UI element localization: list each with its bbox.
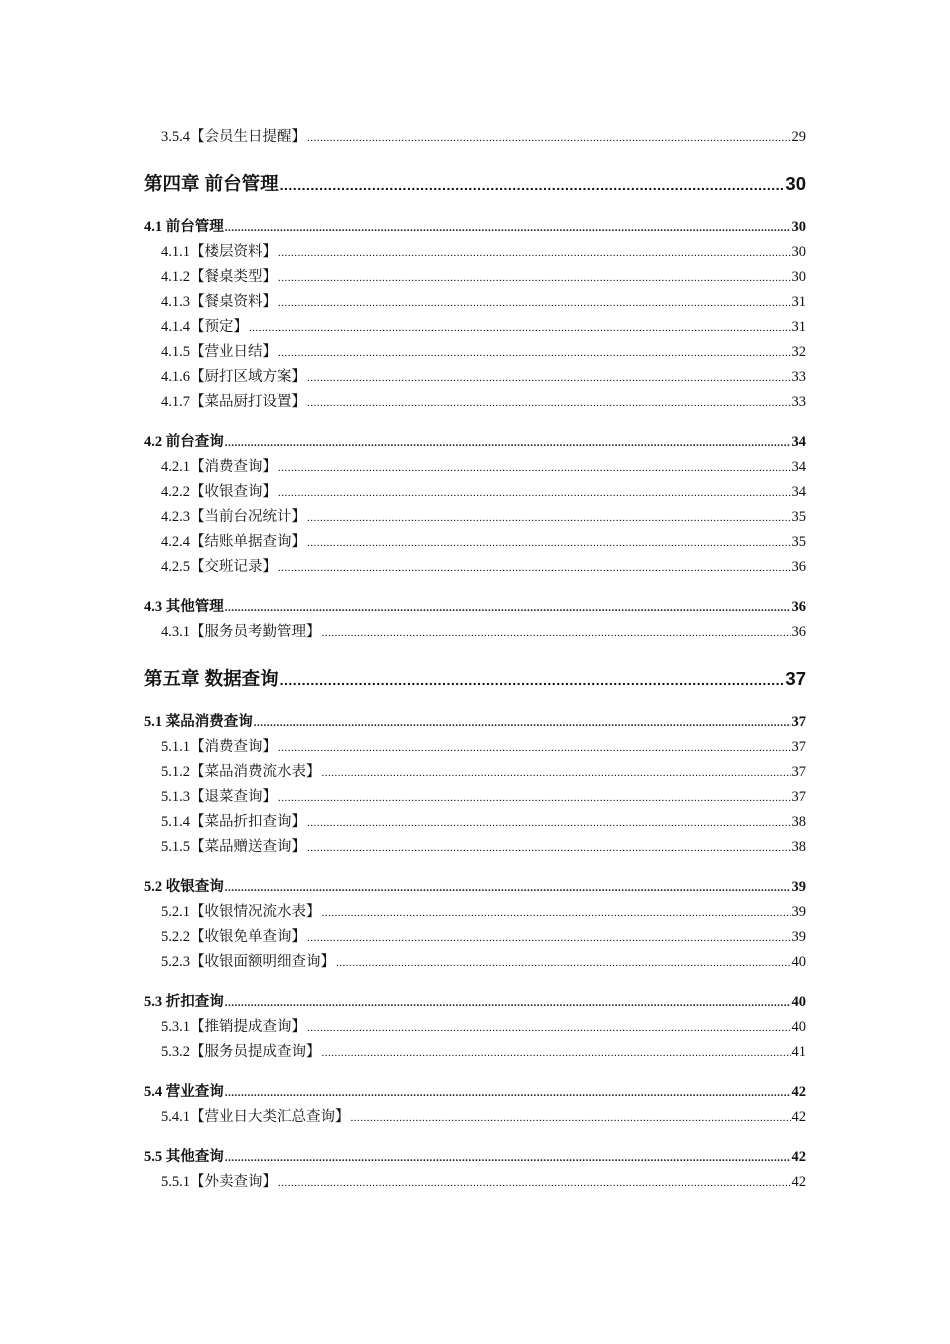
toc-entry-label: 4.1 前台管理 xyxy=(144,219,224,235)
dot-leader xyxy=(307,366,791,391)
toc-section-4-3[interactable] xyxy=(144,595,806,620)
toc-entry-label: 5.4.1【营业日大类汇总查询】 xyxy=(161,1109,350,1125)
toc-entry-4-1-1[interactable] xyxy=(144,240,806,265)
toc-entry-4-1-5[interactable] xyxy=(144,340,806,365)
toc-entry-4-1-7[interactable] xyxy=(144,390,806,415)
toc-entry-5-1-1[interactable] xyxy=(144,735,806,760)
dot-leader xyxy=(307,391,791,416)
toc-page-number: 34 xyxy=(791,484,806,500)
dot-leader xyxy=(278,556,791,581)
toc-section-5-5[interactable] xyxy=(144,1145,806,1170)
toc-entry-label: 5.1.1【消费查询】 xyxy=(161,739,277,755)
toc-entry-label: 5.2.1【收银情况流水表】 xyxy=(161,904,321,920)
dot-leader xyxy=(307,531,791,556)
toc-page-number: 30 xyxy=(791,244,806,260)
toc-page-number: 32 xyxy=(791,344,806,360)
toc-page-number: 34 xyxy=(791,434,806,450)
toc-page-number: 30 xyxy=(785,173,806,194)
toc-entry-label: 5.3.2【服务员提成查询】 xyxy=(161,1044,321,1060)
toc-entry-label: 4.2.4【结账单据查询】 xyxy=(161,534,306,550)
toc-entry-4-2-5[interactable] xyxy=(144,555,806,580)
toc-page-number: 33 xyxy=(791,369,806,385)
dot-leader xyxy=(225,431,791,456)
toc-entry-label: 第四章 前台管理 xyxy=(144,173,279,194)
toc-page-number: 31 xyxy=(791,294,806,310)
dot-leader xyxy=(322,761,791,786)
toc-entry-5-3-1[interactable] xyxy=(144,1015,806,1040)
toc-page-number: 42 xyxy=(791,1149,806,1165)
toc-page-number: 37 xyxy=(791,714,806,730)
dot-leader xyxy=(225,216,791,241)
toc-page-number: 34 xyxy=(791,459,806,475)
dot-leader xyxy=(336,951,791,976)
toc-entry-label: 5.1.5【菜品赠送查询】 xyxy=(161,839,306,855)
toc-entry-4-1-2[interactable] xyxy=(144,265,806,290)
toc-entry-label: 5.1.3【退菜查询】 xyxy=(161,789,277,805)
toc-entry-label: 4.2.3【当前台况统计】 xyxy=(161,509,306,525)
toc-entry-4-1-3[interactable] xyxy=(144,290,806,315)
toc-entry-4-1-4[interactable] xyxy=(144,315,806,340)
dot-leader xyxy=(307,811,791,836)
toc-entry-5-5-1[interactable] xyxy=(144,1170,806,1195)
toc-page-number: 35 xyxy=(791,509,806,525)
toc-entry-label: 5.2 收银查询 xyxy=(144,879,224,895)
toc-page-number: 37 xyxy=(785,668,806,689)
toc-entry-label: 4.1.5【营业日结】 xyxy=(161,344,277,360)
toc-section-5-2[interactable] xyxy=(144,875,806,900)
toc-page-number: 35 xyxy=(791,534,806,550)
dot-leader xyxy=(351,1106,791,1131)
table-of-contents xyxy=(144,125,806,1195)
toc-entry-4-2-3[interactable] xyxy=(144,505,806,530)
dot-leader xyxy=(278,456,791,481)
toc-section-4-2[interactable] xyxy=(144,430,806,455)
toc-section-5-4[interactable] xyxy=(144,1080,806,1105)
toc-entry-label: 第五章 数据查询 xyxy=(144,668,279,689)
toc-entry-5-1-2[interactable] xyxy=(144,760,806,785)
toc-entry-label: 5.1.4【菜品折扣查询】 xyxy=(161,814,306,830)
toc-entry-5-1-4[interactable] xyxy=(144,810,806,835)
toc-section-4-1[interactable] xyxy=(144,215,806,240)
dot-leader xyxy=(307,836,791,861)
toc-chapter-5[interactable] xyxy=(144,664,806,694)
toc-chapter-4[interactable] xyxy=(144,169,806,199)
dot-leader xyxy=(225,876,791,901)
toc-page-number: 42 xyxy=(791,1174,806,1190)
toc-page-number: 37 xyxy=(791,739,806,755)
toc-entry-4-2-4[interactable] xyxy=(144,530,806,555)
toc-entry-label: 5.3 折扣查询 xyxy=(144,994,224,1010)
dot-leader xyxy=(278,481,791,506)
toc-entry-label: 4.1.2【餐桌类型】 xyxy=(161,269,277,285)
toc-entry-label: 4.3.1【服务员考勤管理】 xyxy=(161,624,321,640)
toc-entry-5-3-2[interactable] xyxy=(144,1040,806,1065)
toc-section-5-3[interactable] xyxy=(144,990,806,1015)
toc-entry-label: 5.1.2【菜品消费流水表】 xyxy=(161,764,321,780)
toc-page-number: 36 xyxy=(791,559,806,575)
toc-page-number: 39 xyxy=(791,929,806,945)
toc-entry-4-3-1[interactable] xyxy=(144,620,806,645)
toc-entry-label: 5.5.1【外卖查询】 xyxy=(161,1174,277,1190)
toc-entry-5-1-5[interactable] xyxy=(144,835,806,860)
toc-entry-4-2-2[interactable] xyxy=(144,480,806,505)
toc-page-number: 37 xyxy=(791,789,806,805)
dot-leader xyxy=(280,170,785,200)
dot-leader xyxy=(278,291,791,316)
toc-page-number: 39 xyxy=(791,904,806,920)
toc-entry-5-1-3[interactable] xyxy=(144,785,806,810)
toc-page-number: 39 xyxy=(791,879,806,895)
toc-entry-3-5-4[interactable] xyxy=(144,125,806,150)
toc-page-number: 33 xyxy=(791,394,806,410)
toc-entry-label: 4.1.6【厨打区域方案】 xyxy=(161,369,306,385)
toc-entry-label: 4.2.5【交班记录】 xyxy=(161,559,277,575)
dot-leader xyxy=(278,341,791,366)
toc-entry-label: 5.2.2【收银免单查询】 xyxy=(161,929,306,945)
toc-page-number: 31 xyxy=(791,319,806,335)
toc-page-number: 30 xyxy=(791,219,806,235)
dot-leader xyxy=(280,665,785,695)
dot-leader xyxy=(254,711,791,736)
toc-page-number: 40 xyxy=(791,994,806,1010)
dot-leader xyxy=(307,1016,791,1041)
toc-entry-label: 4.1.4【预定】 xyxy=(161,319,248,335)
dot-leader xyxy=(249,316,791,341)
toc-page-number: 36 xyxy=(791,599,806,615)
toc-entry-5-2-3[interactable] xyxy=(144,950,806,975)
toc-entry-4-2-1[interactable] xyxy=(144,455,806,480)
toc-entry-label: 4.1.3【餐桌资料】 xyxy=(161,294,277,310)
toc-entry-label: 4.2.1【消费查询】 xyxy=(161,459,277,475)
toc-entry-label: 5.1 菜品消费查询 xyxy=(144,714,253,730)
toc-page-number: 40 xyxy=(791,1019,806,1035)
dot-leader xyxy=(307,506,791,531)
dot-leader xyxy=(322,1041,791,1066)
dot-leader xyxy=(225,1146,791,1171)
dot-leader xyxy=(278,1171,791,1196)
toc-page-number: 41 xyxy=(791,1044,806,1060)
toc-page-number: 37 xyxy=(791,764,806,780)
toc-entry-label: 5.5 其他查询 xyxy=(144,1149,224,1165)
toc-entry-5-4-1[interactable] xyxy=(144,1105,806,1130)
dot-leader xyxy=(307,926,791,951)
dot-leader xyxy=(225,991,791,1016)
dot-leader xyxy=(278,736,791,761)
dot-leader xyxy=(322,901,791,926)
dot-leader xyxy=(307,126,791,151)
toc-entry-5-2-1[interactable] xyxy=(144,900,806,925)
toc-entry-label: 3.5.4【会员生日提醒】 xyxy=(161,129,306,145)
toc-page-number: 42 xyxy=(791,1084,806,1100)
dot-leader xyxy=(278,241,791,266)
toc-page-number: 29 xyxy=(791,129,806,145)
toc-page-number: 36 xyxy=(791,624,806,640)
toc-page-number: 38 xyxy=(791,814,806,830)
dot-leader xyxy=(322,621,791,646)
toc-page-number: 42 xyxy=(791,1109,806,1125)
toc-entry-label: 5.2.3【收银面额明细查询】 xyxy=(161,954,335,970)
toc-entry-5-2-2[interactable] xyxy=(144,925,806,950)
toc-entry-label: 5.4 营业查询 xyxy=(144,1084,224,1100)
toc-page-number: 38 xyxy=(791,839,806,855)
toc-entry-label: 4.2.2【收银查询】 xyxy=(161,484,277,500)
dot-leader xyxy=(225,1081,791,1106)
toc-page-number: 40 xyxy=(791,954,806,970)
toc-entry-4-1-6[interactable] xyxy=(144,365,806,390)
toc-entry-label: 5.3.1【推销提成查询】 xyxy=(161,1019,306,1035)
toc-entry-label: 4.1.1【楼层资料】 xyxy=(161,244,277,260)
dot-leader xyxy=(278,266,791,291)
toc-page-number: 30 xyxy=(791,269,806,285)
toc-entry-label: 4.3 其他管理 xyxy=(144,599,224,615)
toc-section-5-1[interactable] xyxy=(144,710,806,735)
dot-leader xyxy=(225,596,791,621)
dot-leader xyxy=(278,786,791,811)
toc-entry-label: 4.1.7【菜品厨打设置】 xyxy=(161,394,306,410)
toc-entry-label: 4.2 前台查询 xyxy=(144,434,224,450)
